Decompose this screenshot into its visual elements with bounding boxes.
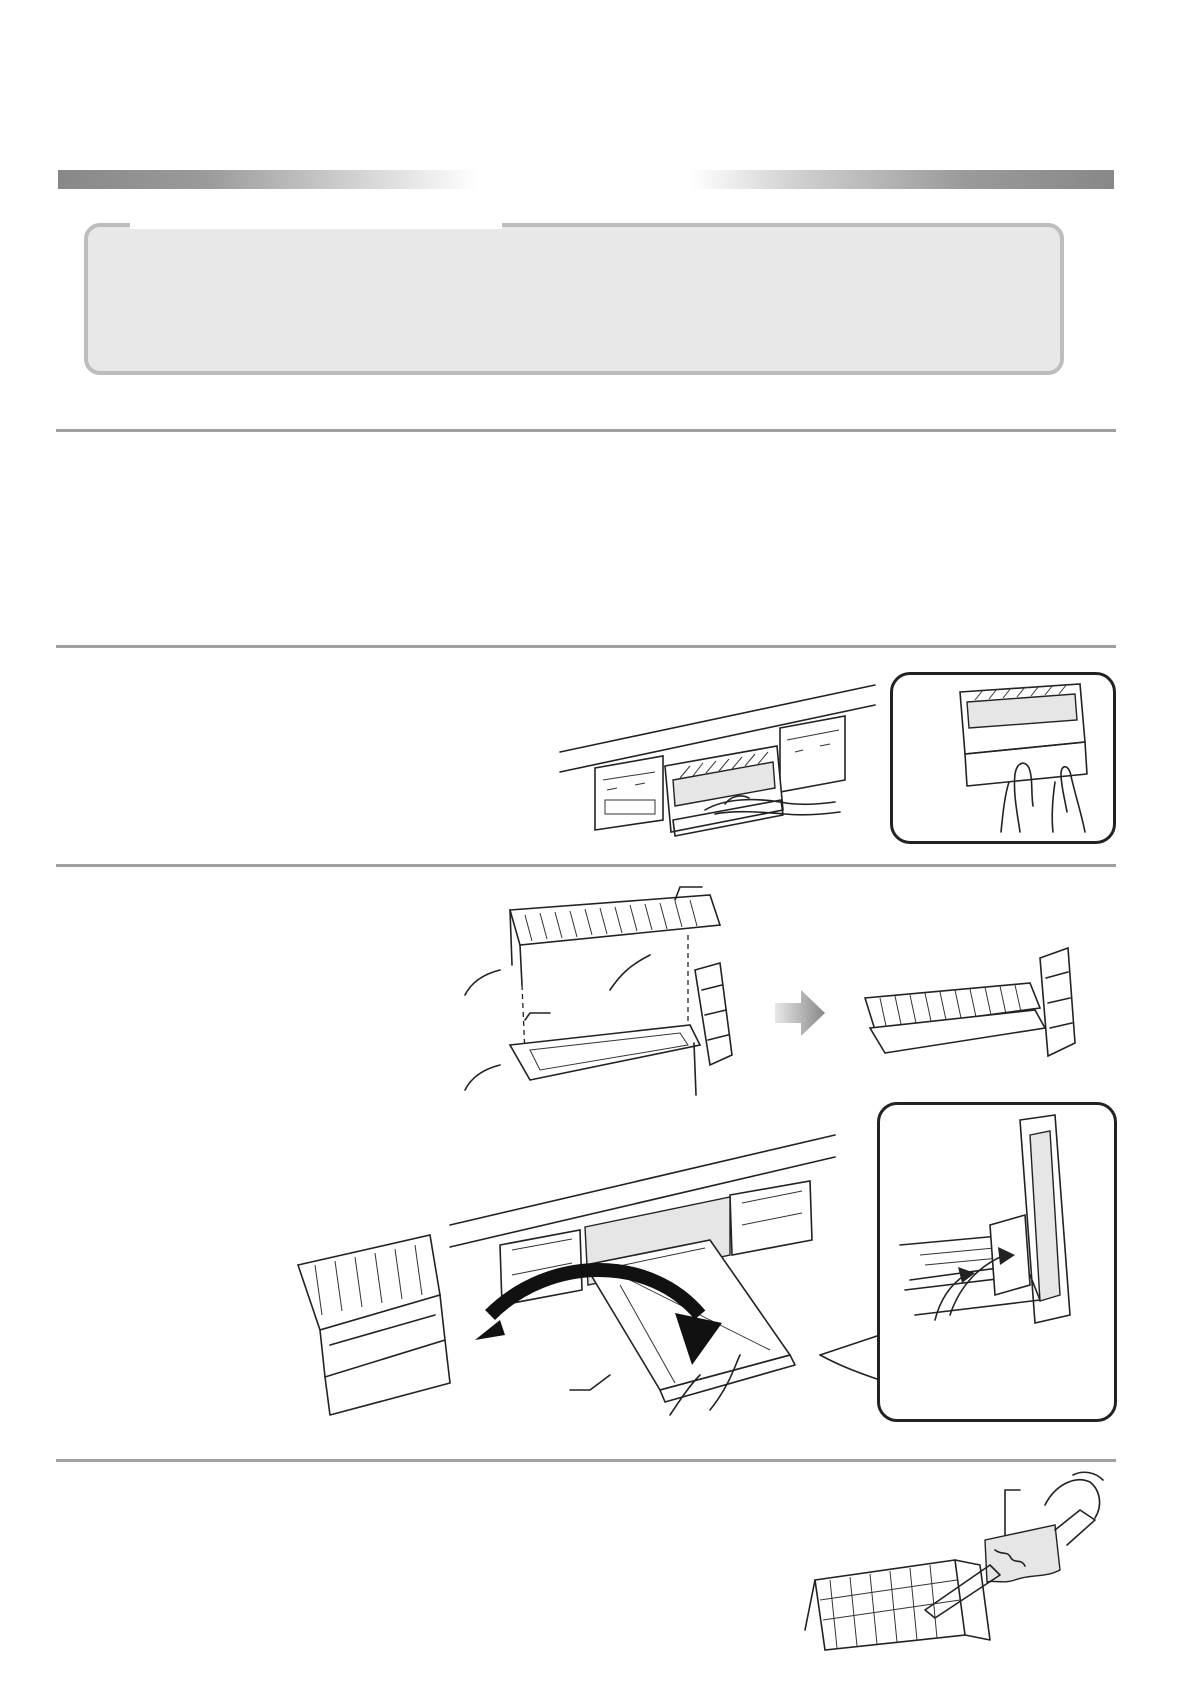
grill-assembly-illustration (470, 895, 760, 1105)
header-bar-left (58, 170, 478, 189)
notice-box-tab (130, 221, 502, 229)
hands-detail-illustration (905, 682, 1105, 837)
section-divider-2 (56, 645, 1116, 648)
notice-box (84, 223, 1064, 375)
open-drawer-illustration (555, 680, 885, 845)
insert-grill-illustration (290, 1115, 850, 1425)
header-bar-right (690, 170, 1114, 189)
hinge-detail-illustration (890, 1115, 1105, 1325)
assembled-grill-illustration (860, 948, 1110, 1068)
cleaning-illustration (805, 1470, 1105, 1650)
arrow-right-icon (775, 990, 825, 1036)
section-divider-4 (56, 1459, 1116, 1462)
section-divider-3 (56, 864, 1116, 867)
section-divider-1 (56, 429, 1116, 432)
